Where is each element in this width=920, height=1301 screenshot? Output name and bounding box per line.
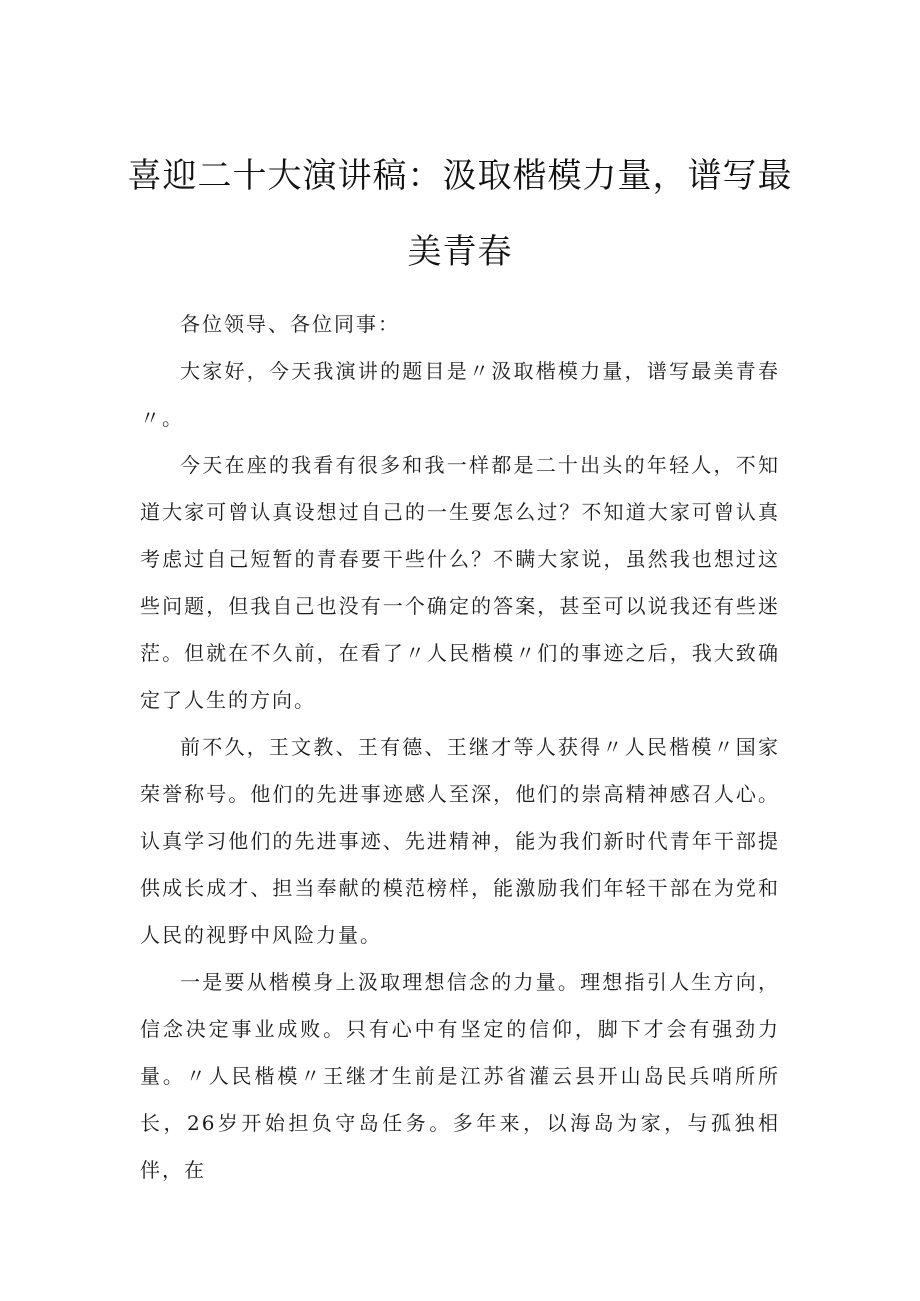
body-paragraph: 前不久，王文教、王有德、王继才等人获得〃人民楷模〃国家荣誉称号。他们的先进事迹感人至深，他们的崇高精神感召人心。认真学习他们的先进事迹、先进精神，能为我们新时代青年干部提供成长成才、担当奉献的模范榜样，能激励我们年轻干部在为党和人民的视野中风险力量。 [140,735,780,947]
document-body [140,301,780,1194]
salutation-paragraph: 各位领导、各位同事： [180,312,400,336]
body-paragraph: 今天在座的我看有很多和我一样都是二十出头的年轻人，不知道大家可曾认真设想过自己的一生要怎么过？不知道大家可曾认真考虑过自己短暂的青春要干些什么？不瞒大家说，虽然我也想过这些问题，但我自己也没有一个确定的答案，甚至可以说我还有些迷茫。但就在不久前，在看了〃人民楷模〃们的事迹之后，我大致确定了人生的方向。 [140,453,780,712]
intro-paragraph: 大家好，今天我演讲的题目是〃汲取楷模力量，谱写最美青春〃。 [140,359,780,430]
document-title: 喜迎二十大演讲稿：汲取楷模力量，谱写最美青春 [127,156,793,272]
body-paragraph: 一是要从楷模身上汲取理想信念的力量。理想指引人生方向，信念决定事业成败。只有心中有坚定的信仰，脚下才会有强劲力量。〃人民楷模〃王继才生前是江苏省灌云县开山岛民兵哨所所长，26岁开始担负守岛任务。多年来，以海岛为家，与孤独相伴，在 [140,970,780,1182]
